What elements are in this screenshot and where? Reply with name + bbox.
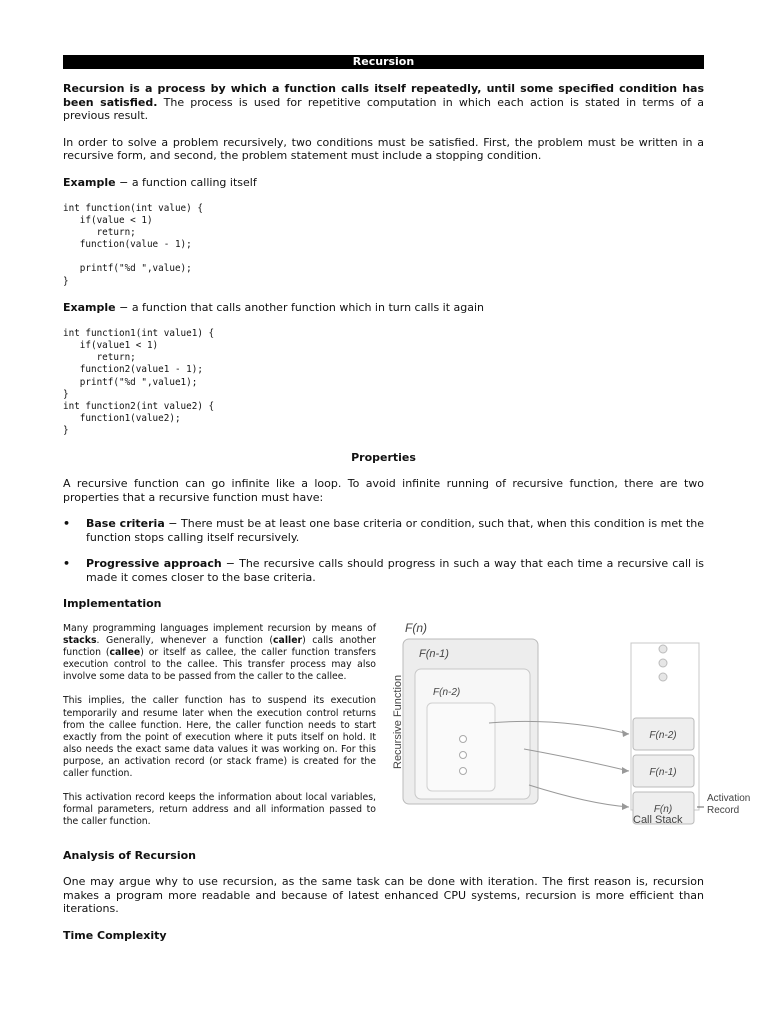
stack-item-label: F(n) (653, 804, 673, 815)
dot-icon (460, 752, 467, 759)
activation-label: Activation (707, 793, 751, 804)
label-f-n2: F(n-2) (433, 687, 461, 698)
text-span: Many programming languages implement recursion by means of (63, 623, 376, 634)
dot-icon (460, 736, 467, 743)
analysis-heading: Analysis of Recursion (63, 849, 196, 862)
example1-label: Example (63, 175, 116, 189)
text-span: . Generally, whenever a function ( (96, 635, 274, 647)
call-arrow (524, 749, 629, 771)
recursive-function-label: Recursive Function (392, 674, 404, 769)
dot-icon (659, 645, 667, 653)
analysis-paragraph: One may argue why to use recursion, as the same task can be done with iteration. The first reason is, recursion makes a program more readable and because of latest enhanced CPU systems, recursion is more efficient than iterations. (63, 875, 704, 915)
call-stack-label: Call Stack (633, 814, 683, 826)
intro-bold: Recursion is a process by which a function calls itself repeatedly, until some specified condition has been satisfied. (63, 82, 704, 109)
properties-heading: Properties (351, 451, 416, 464)
bullet-text: − There must be at least one base criteria or condition, such that, when this condition is met the function stops calling itself recursively. (86, 517, 704, 544)
code-block-1: int function(int value) { if(value < 1) return; function(value - 1); printf("%d ",value); } (63, 203, 203, 287)
page-title: Recursion (63, 55, 704, 69)
implementation-heading: Implementation (63, 597, 162, 610)
bullet-text: − The recursive calls should progress in such a way that each time a recursive call is made it comes closer to the base criteria. (86, 557, 704, 584)
call-arrow (529, 785, 629, 807)
dot-icon (460, 768, 467, 775)
implementation-text (63, 623, 376, 828)
record-label: Record (707, 805, 740, 816)
arrowhead-icon (622, 730, 629, 737)
example2-line (63, 301, 704, 315)
inner-function-box (427, 703, 495, 791)
implementation-p2: This implies, the caller function has to suspend its execution temporarily and resume later when the execution control returns from the callee function. Here, the caller function needs to start exactly from the point of execution where it puts itself on hold. It also needs the exact same data values it was working on. For this purpose, an activation record (or stack frame) is created for the caller function. (63, 695, 376, 780)
bullet-label: Base criteria (86, 517, 165, 530)
list-item (63, 557, 704, 584)
dot-icon (659, 673, 667, 681)
implementation-p1 (63, 623, 376, 683)
properties-list (63, 517, 704, 584)
example2-label: Example (63, 300, 116, 314)
stack-item-label: F(n-1) (649, 767, 677, 778)
recursion-stack-diagram (389, 619, 751, 826)
example1-line (63, 176, 704, 190)
code-block-2: int function1(int value1) { if(value1 < 1) return; function2(value1 - 1); printf("%d ",value1); } int function2(int value2) { function1(value2); } (63, 328, 215, 436)
implementation-p3: This activation record keeps the information about local variables, formal parameters, return address and all information passed to the caller function. (63, 792, 376, 828)
text-span: ) or itself as callee, the caller function transfers execution control to the callee. This transfer process may also involve some data to be passed from the caller to the callee. (63, 647, 376, 683)
list-item (63, 517, 704, 544)
document-page (63, 55, 751, 942)
bullet-label: Progressive approach (86, 557, 222, 570)
label-f-n1: F(n-1) (419, 648, 449, 660)
stack-item-label: F(n-2) (649, 730, 677, 741)
time-complexity-heading: Time Complexity (63, 928, 167, 942)
example2-text: − a function that calls another function which in turn calls it again (115, 300, 485, 314)
label-f-n: F(n) (405, 621, 427, 635)
properties-intro: A recursive function can go infinite like a loop. To avoid infinite running of recursive function, there are two properties that a recursive function must have: (63, 477, 704, 504)
dot-icon (659, 659, 667, 667)
conditions-paragraph: In order to solve a problem recursively, two conditions must be satisfied. First, the problem must be written in a recursive form, and second, the problem statement must include a stopping condition. (63, 135, 704, 162)
arrowhead-icon (622, 803, 629, 810)
implementation-section (63, 621, 751, 843)
text-span: ) calls another function ( (63, 635, 376, 659)
bold-caller: caller (273, 635, 303, 647)
bullet-icon: • (63, 517, 71, 530)
intro-rest: The process is used for repetitive computation in which each action is stated in terms of a previous result. (63, 95, 704, 122)
intro-paragraph (63, 82, 704, 123)
bold-callee: callee (109, 647, 141, 659)
bullet-icon: • (63, 557, 71, 570)
example1-text: − a function calling itself (115, 175, 257, 189)
arrowhead-icon (622, 767, 629, 774)
bold-stacks: stacks (63, 635, 97, 647)
